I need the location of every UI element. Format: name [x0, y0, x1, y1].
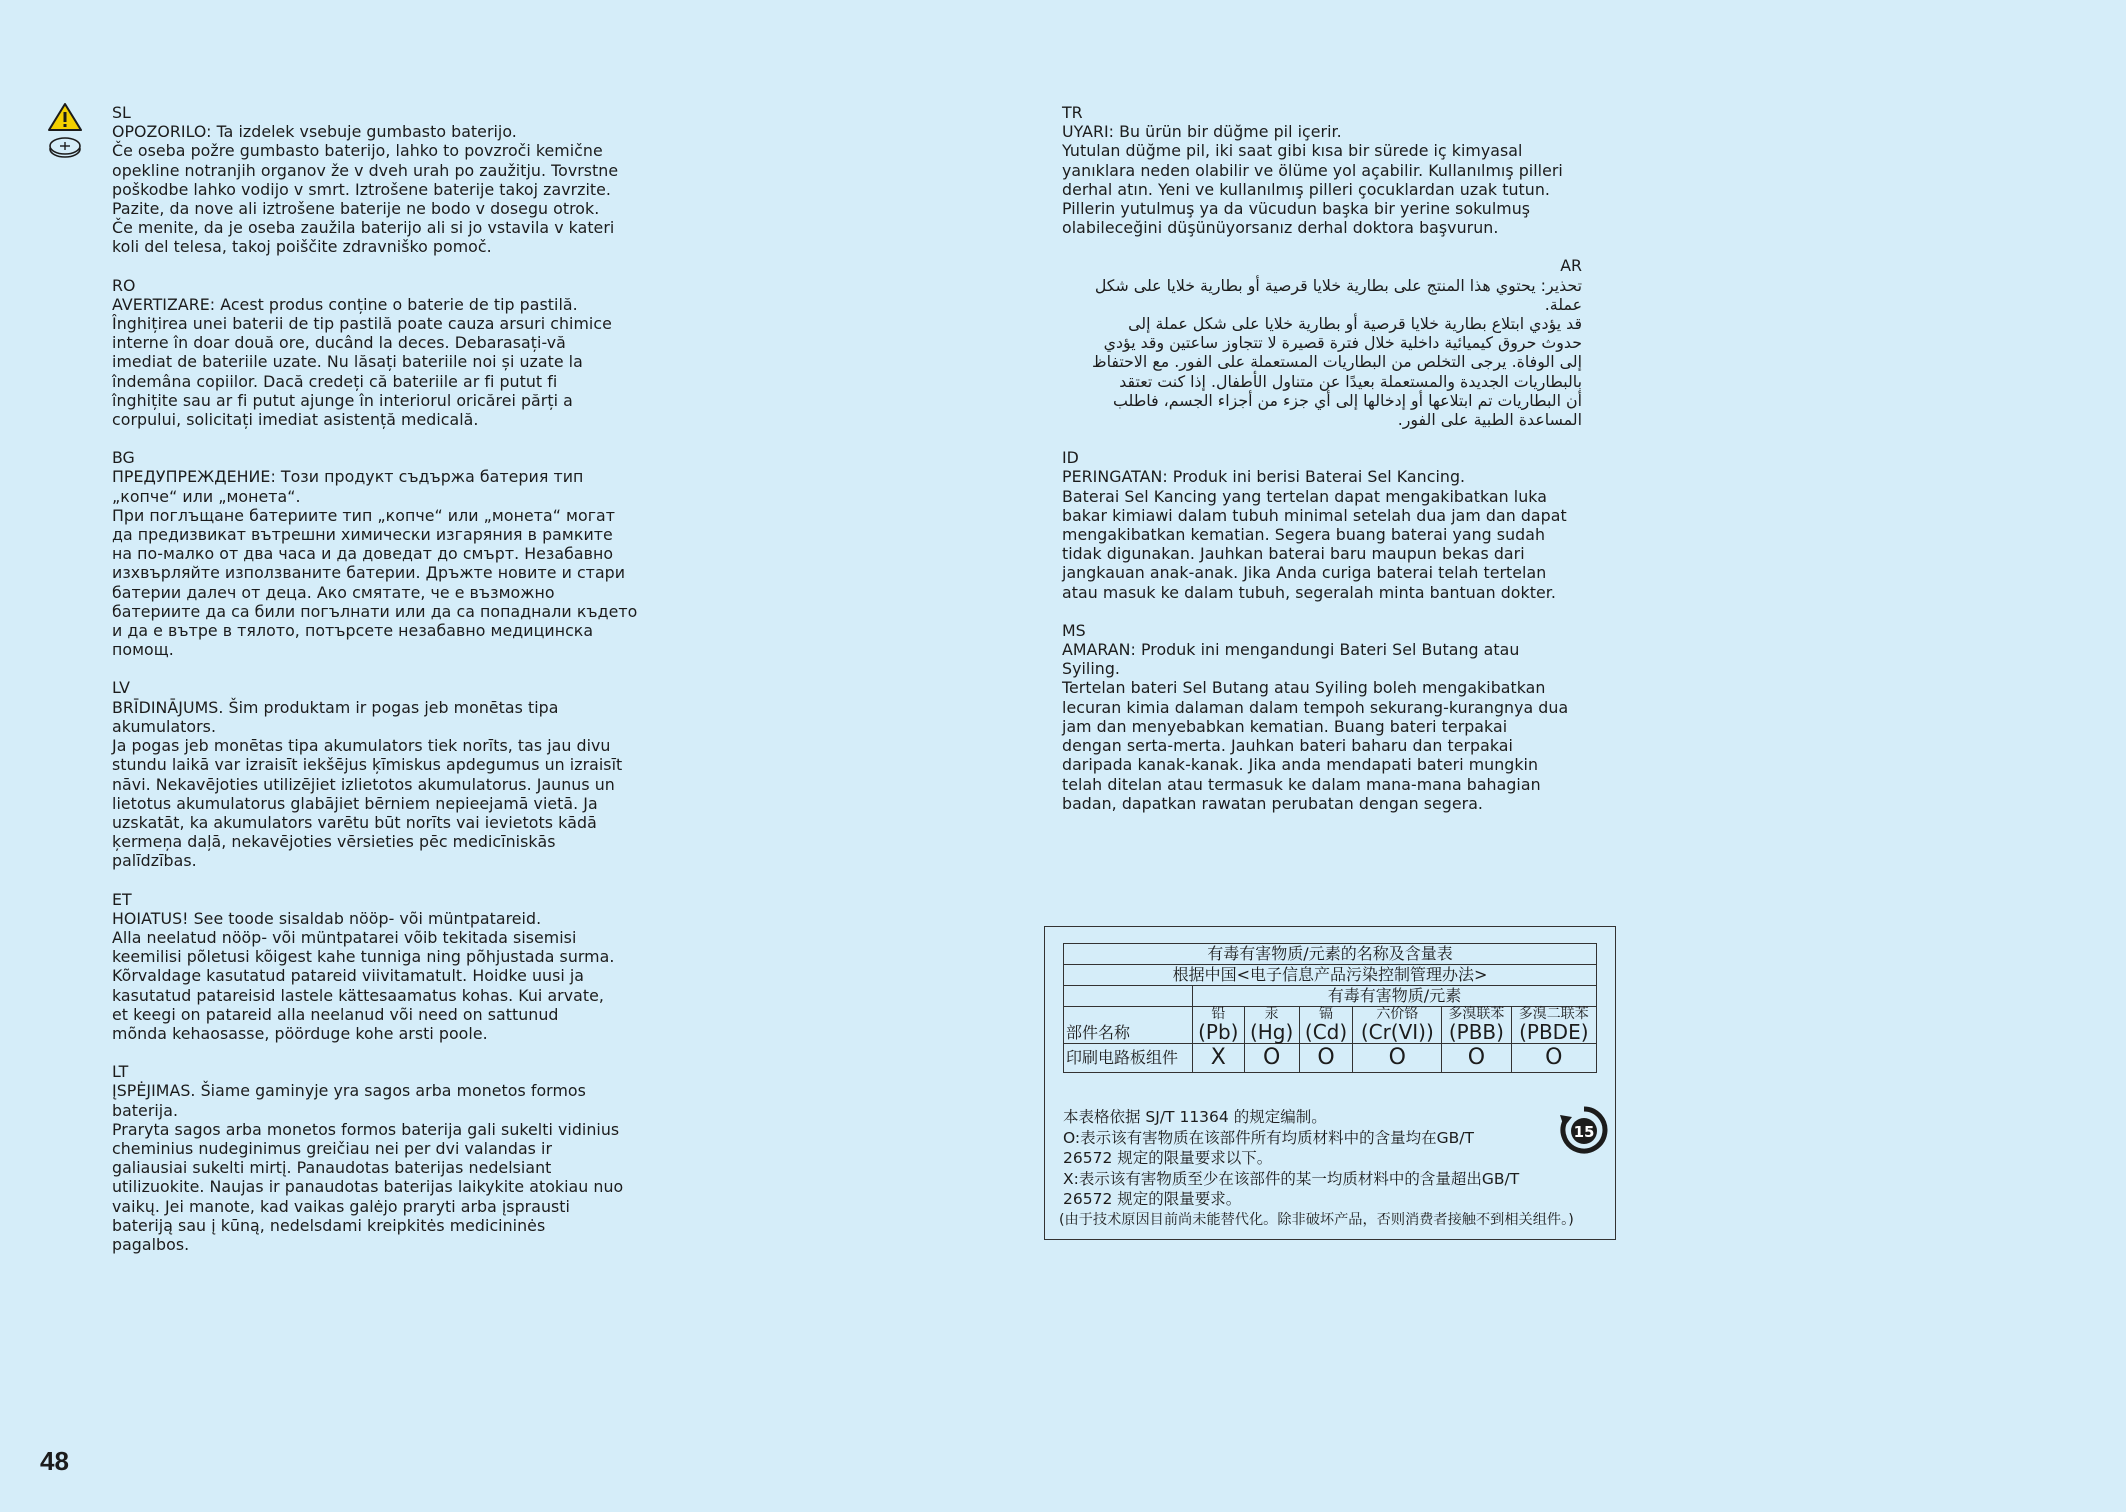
- text-line: atau masuk ke dalam tubuh, segeralah minta bantuan dokter.: [1062, 582, 1556, 602]
- text-line: palīdzības.: [112, 851, 197, 871]
- substance-mark: O: [1442, 1044, 1511, 1073]
- text-line: uzskatāt, ka akumulators varētu būt norīts vai ievietots kādā: [112, 812, 597, 832]
- text-line: înghițite sau ar fi putut ajunge în interiorul oricărei părți a: [112, 390, 573, 410]
- text-line: dengan serta-merta. Jauhkan bateri baharu dan terpakai: [1062, 736, 1513, 756]
- note-line: 26572 规定的限量要求以下。: [1063, 1149, 1273, 1167]
- text-line: Če oseba požre gumbasto baterijo, lahko to povzroči kemične: [112, 141, 603, 161]
- hazardous-substances-box: [1044, 926, 1616, 1240]
- text-line: Tertelan bateri Sel Butang atau Syiling boleh mengakibatkan: [1062, 678, 1546, 698]
- text-line: Yutulan düğme pil, iki saat gibi kısa bir sürede iç kimyasal: [1062, 141, 1523, 161]
- text-line: المساعدة الطبية على الفور.: [1397, 410, 1582, 430]
- substance-header: 汞 (Hg): [1244, 1007, 1299, 1044]
- warning-bg: [112, 448, 652, 659]
- text-line: cheminius nudeginimus greičiau nei per dvi valandas ir: [112, 1138, 553, 1158]
- text-line: galiausiai sukelti mirtį. Panaudotas baterijas nedelsiant: [112, 1158, 552, 1178]
- text-line: mengakibatkan kematian. Segera buang baterai yang sudah: [1062, 525, 1546, 545]
- language-code: SL: [112, 103, 131, 122]
- text-line: akumulators.: [112, 716, 217, 736]
- text-line: jam dan menyebabkan kematian. Buang bateri terpakai: [1062, 716, 1508, 736]
- text-line: да предизвикат вътрешни химически изгаряния в рамките: [112, 525, 613, 545]
- note-line: 26572 规定的限量要求。: [1063, 1190, 1242, 1208]
- text-line: أن البطاريات تم ابتلاعها أو إدخالها إلى أي جزء من أجزاء الجسم، فاطلب: [1112, 390, 1582, 410]
- text-line: تحذير: يحتوي هذا المنتج على بطارية خلايا قرصية أو بطارية خلايا على شكل: [1094, 275, 1582, 295]
- battery-warning-icons: [48, 102, 82, 166]
- text-line: lietotus akumulatorus glabājiet bērniem nepieejamā vietā. Ja: [112, 793, 598, 813]
- language-code: BG: [112, 448, 135, 468]
- text-line: kasutatud patareisid lastele kättesaamatus kohas. Kui arvate,: [112, 985, 604, 1005]
- note-line: X:表示该有害物质至少在该部件的某一均质材料中的含量超出GB/T: [1063, 1169, 1520, 1188]
- text-line: tidak digunakan. Jauhkan baterai baru maupun bekas dari: [1062, 544, 1525, 564]
- text-line: на по-малко от два часа и да доведат до смърт. Незабавно: [112, 544, 614, 564]
- text-line: Pazite, da nove ali iztrošene baterije ne bodo v dosegu otrok.: [112, 199, 600, 219]
- table-subtitle: 根据中国<电子信息产品污染控制管理办法>: [1064, 965, 1597, 986]
- warning-id: [1062, 448, 1582, 602]
- language-code: ID: [1062, 448, 1079, 468]
- text-line: Baterai Sel Kancing yang tertelan dapat mengakibatkan luka: [1062, 486, 1547, 506]
- table-header-row: [1064, 1007, 1597, 1044]
- text-line: Če menite, da je oseba zaužila baterijo ali si jo vstavila v kateri: [112, 218, 615, 238]
- right-column: [1062, 103, 1582, 832]
- text-line: „копче“ или „монета“.: [112, 486, 301, 506]
- text-line: PERINGATAN: Produk ini berisi Baterai Sel Kancing.: [1062, 467, 1466, 487]
- text-line: عملة.: [1544, 294, 1582, 314]
- text-line: UYARI: Bu ürün bir düğme pil içerir.: [1062, 122, 1342, 142]
- language-code: AR: [1560, 256, 1582, 276]
- table-notes: [1059, 1107, 1603, 1230]
- text-line: bakar kimiawi dalam tubuh minimal setelah dua jam dan dapat: [1062, 505, 1567, 525]
- table-row: [1064, 1044, 1597, 1073]
- warning-sl: [112, 103, 652, 257]
- language-code: LT: [112, 1062, 129, 1082]
- part-name: 印刷电路板组件: [1064, 1044, 1193, 1073]
- text-line: lecuran kimia dalaman dalam tempoh sekurang-kurangnya dua: [1062, 697, 1569, 717]
- part-header: 部件名称: [1064, 1007, 1193, 1044]
- substance-header: 铅 (Pb): [1193, 1007, 1245, 1044]
- warning-ar: [1062, 256, 1582, 429]
- text-line: interne în doar două ore, ducând la deces. Debarasați-vă: [112, 333, 566, 353]
- substance-mark: O: [1299, 1044, 1353, 1073]
- text-line: vaikų. Jei manote, kad vaikas galėjo praryti arba įsprausti: [112, 1196, 570, 1216]
- group-header: 有毒有害物质/元素: [1193, 986, 1597, 1007]
- text-line: imediat de bateriile uzate. Nu lăsați bateriile noi și uzate la: [112, 352, 583, 372]
- text-line: Ja pogas jeb monētas tipa akumulators tiek norīts, tas jau divu: [112, 736, 611, 756]
- text-line: изхвърляйте използваните батерии. Дръжте новите и стари: [112, 563, 626, 583]
- text-line: بالبطاريات الجديدة والمستعملة بعيدًا عن متناول الأطفال. إذا كنت تعتقد: [1119, 371, 1582, 391]
- substance-mark: O: [1511, 1044, 1596, 1073]
- text-line: При поглъщане батериите тип „копче“ или „монета“ могат: [112, 505, 616, 525]
- text-line: OPOZORILO: Ta izdelek vsebuje gumbasto baterijo.: [112, 122, 517, 142]
- text-line: Praryta sagos arba monetos formos baterija gali sukelti vidinius: [112, 1119, 620, 1139]
- language-code: MS: [1062, 620, 1086, 640]
- text-line: poškodbe lahko vodijo v smrt. Iztrošene baterije takoj zavrzite.: [112, 179, 611, 199]
- text-line: Alla neelatud nööp- või müntpatarei võib tekitada sisemisi: [112, 927, 577, 947]
- text-line: olabileceğini düşünüyorsanız derhal doktora başvurun.: [1062, 218, 1499, 238]
- text-line: bateriją sau į kūną, nedelsdami kreipkitės medicininės: [112, 1215, 546, 1235]
- language-code: RO: [112, 275, 136, 295]
- substance-header: 多溴二联苯 (PBDE): [1511, 1007, 1596, 1044]
- warning-et: [112, 890, 652, 1044]
- substance-header: 多溴联苯 (PBB): [1442, 1007, 1511, 1044]
- language-code: LV: [112, 678, 130, 698]
- text-line: BRĪDINĀJUMS. Šim produktam ir pogas jeb monētas tipa: [112, 697, 559, 717]
- warning-ro: [112, 276, 652, 430]
- page-number: 48: [40, 1446, 69, 1476]
- text-line: AMARAN: Produk ini mengandungi Bateri Sel Butang atau: [1062, 640, 1520, 660]
- text-line: utilizuokite. Naujas ir panaudotas baterijas laikykite atokiau nuo: [112, 1177, 624, 1197]
- environment-friendly-use-period-icon: [1559, 1105, 1609, 1155]
- warning-triangle-icon: [48, 102, 82, 162]
- text-line: ĮSPĖJIMAS. Šiame gaminyje yra sagos arba monetos formos: [112, 1081, 586, 1101]
- text-line: koli del telesa, takoj poiščite zdravniško pomoč.: [112, 237, 492, 257]
- text-line: إلى الوفاة. يرجى التخلص من البطاريات المستعملة على الفور. مع الاحتفاظ: [1091, 352, 1582, 372]
- text-line: opekline notranjih organov že v dveh urah po zaužitju. Tovrstne: [112, 160, 619, 180]
- text-line: قد يؤدي ابتلاع بطارية خلايا قرصية أو بطارية خلايا على شكل عملة إلى: [1128, 314, 1582, 334]
- text-line: Înghițirea unei baterii de tip pastilă poate cauza arsuri chimice: [112, 314, 612, 334]
- text-line: badan, dapatkan rawatan perubatan dengan segera.: [1062, 793, 1484, 813]
- text-line: и да е вътре в тялото, потърсете незабавно медицинска: [112, 621, 594, 641]
- text-line: pagalbos.: [112, 1234, 190, 1254]
- text-line: baterija.: [112, 1100, 179, 1120]
- substance-mark: O: [1244, 1044, 1299, 1073]
- text-line: Kõrvaldage kasutatud patareid viivitamatult. Hoidke uusi ja: [112, 966, 585, 986]
- text-line: jangkauan anak-anak. Jika Anda curiga baterai telah tertelan: [1062, 563, 1547, 583]
- language-code: TR: [1062, 103, 1083, 122]
- text-line: nāvi. Nekavējoties utilizējiet izlietotos akumulatorus. Jaunus un: [112, 774, 615, 794]
- text-line: AVERTIZARE: Acest produs conține o baterie de tip pastilă.: [112, 294, 578, 314]
- substance-header: 镉 (Cd): [1299, 1007, 1353, 1044]
- text-line: derhal atın. Yeni ve kullanılmış pilleri çocuklardan uzak tutun.: [1062, 179, 1550, 199]
- table-subtitle-row: [1064, 965, 1597, 986]
- text-line: помощ.: [112, 640, 174, 660]
- table-title-row: [1064, 944, 1597, 965]
- text-line: ķermeņa daļā, nekavējoties vērsieties pēc medicīniskās: [112, 832, 556, 852]
- text-line: حدوث حروق كيميائية داخلية خلال فترة قصيرة لا تتجاوز ساعتين وقد يؤدي: [1103, 333, 1582, 353]
- note-line: 本表格依据 SJ/T 11364 的规定编制。: [1063, 1108, 1327, 1126]
- text-line: keemilisi põletusi kõigest kahe tunniga ning põhjustada surma.: [112, 947, 615, 967]
- note-line: (由于技术原因目前尚未能替代化。除非破坏产品，否则消费者接触不到相关组件。): [1059, 1211, 1574, 1228]
- text-line: et keegi on patareid alla neelanud või need on sattunud: [112, 1004, 559, 1024]
- warning-ms: [1062, 621, 1582, 813]
- text-line: îndemâna copiilor. Dacă credeți că bateriile ar fi putut fi: [112, 371, 558, 391]
- table-group-header-row: [1064, 986, 1597, 1007]
- text-line: mõnda kehaosasse, pöörduge kohe arsti poole.: [112, 1023, 488, 1043]
- text-line: stundu laikā var izraisīt iekšējus ķīmiskus apdegumus un izraisīt: [112, 755, 623, 775]
- text-line: HOIATUS! See toode sisaldab nööp- või müntpatareid.: [112, 908, 542, 928]
- warning-tr: [1062, 103, 1582, 237]
- hazardous-substances-table: [1063, 943, 1597, 1073]
- text-line: Syiling.: [1062, 659, 1121, 679]
- table-title: 有毒有害物质/元素的名称及含量表: [1064, 944, 1597, 965]
- text-line: corpului, solicitați imediat asistență medicală.: [112, 410, 479, 430]
- text-line: батерии далеч от деца. Ако смятате, че е възможно: [112, 582, 555, 602]
- language-code: ET: [112, 889, 132, 909]
- epup-years: 15: [1573, 1123, 1595, 1141]
- substance-header: 六价铬 (Cr(VI)): [1353, 1007, 1442, 1044]
- text-line: daripada kanak-kanak. Jika anda mendapati bateri mungkin: [1062, 755, 1539, 775]
- text-line: Pillerin yutulmuş ya da vücudun başka bir yerine sokulmuş: [1062, 199, 1531, 219]
- text-line: ПРЕДУПРЕЖДЕНИЕ: Този продукт съдържа батерия тип: [112, 467, 584, 487]
- substance-mark: X: [1193, 1044, 1245, 1073]
- warning-lv: [112, 678, 652, 870]
- substance-mark: O: [1353, 1044, 1442, 1073]
- text-line: telah ditelan atau termasuk ke dalam mana-mana bahagian: [1062, 774, 1541, 794]
- note-line: O:表示该有害物质在该部件所有均质材料中的含量均在GB/T: [1063, 1128, 1474, 1147]
- warning-lt: [112, 1062, 652, 1254]
- text-line: yanıklara neden olabilir ve ölüme yol açabilir. Kullanılmış pilleri: [1062, 160, 1563, 180]
- text-line: батериите да са били погълнати или да са попаднали където: [112, 601, 638, 621]
- left-column: [112, 103, 652, 1273]
